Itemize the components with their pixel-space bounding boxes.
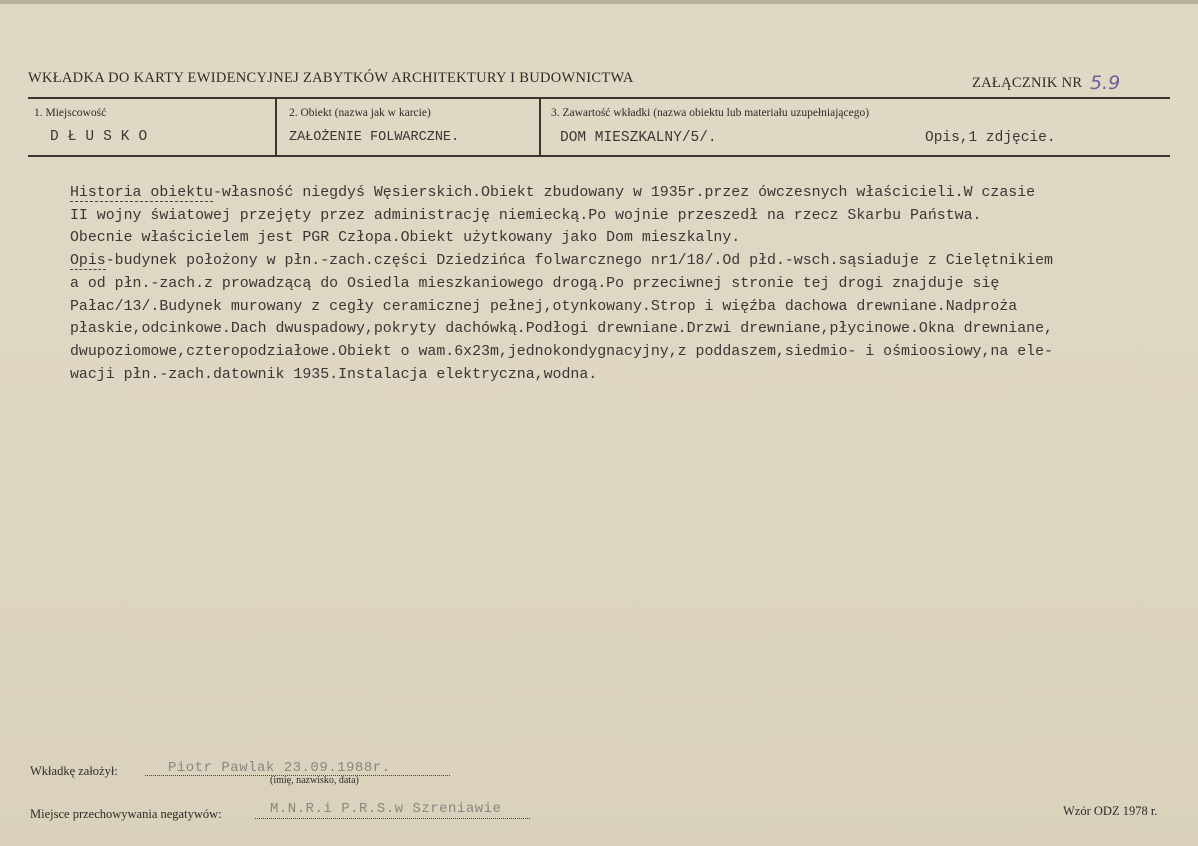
bottom-rule bbox=[28, 155, 1170, 157]
annex-label: ZAŁĄCZNIK NR bbox=[972, 75, 1083, 91]
body-line bbox=[70, 182, 1190, 205]
founder-hint: (imię, nazwisko, data) bbox=[270, 775, 359, 786]
form-model-number: Wzór ODZ 1978 r. bbox=[1063, 804, 1158, 818]
annex-handwritten-number: 5.9 bbox=[1089, 72, 1121, 94]
body-line: a od płn.-zach.z prowadzącą do Osiedla mieszkaniowego drogą.Po przeciwnej stronie tej drogi znajduje się bbox=[70, 275, 1000, 292]
column-divider-2 bbox=[539, 97, 541, 155]
body-line: II wojny światowej przejęty przez administrację niemiecką.Po wojnie przeszedł na rzecz Skarbu Państwa. bbox=[70, 207, 982, 224]
body-line: Pałac/13/.Budynek murowany z cegły ceramicznej pełnej,otynkowany.Strop i więźba dachowa drewniane.Nadproża bbox=[70, 298, 1018, 315]
card-top-edge bbox=[0, 0, 1198, 4]
description-text bbox=[70, 182, 1190, 386]
content-value: DOM MIESZKALNY/5/. bbox=[560, 130, 717, 146]
location-label: 1. Miejscowość bbox=[34, 107, 107, 119]
column-divider-1 bbox=[275, 97, 277, 155]
body-line: dwupoziomowe,czteropodziałowe.Obiekt o wam.6x23m,jednokondygnacyjny,z poddaszem,siedmio- i ośmioosiowy,na ele- bbox=[70, 343, 1053, 360]
location-value: DŁUSKO bbox=[50, 129, 157, 145]
storage-dotted-line bbox=[255, 818, 530, 819]
top-rule bbox=[28, 97, 1170, 99]
section-heading-history: Historia obiektu bbox=[70, 185, 213, 201]
object-value: ZAŁOŻENIE FOLWARCZNE. bbox=[289, 130, 460, 145]
founder-value: Piotr Pawlak 23.09.1988r. bbox=[168, 760, 391, 776]
body-line bbox=[70, 250, 1190, 273]
body-line: płaskie,odcinkowe.Dach dwuspadowy,pokryty dachówką.Podłogi drewniane.Drzwi drewniane,płycinowe.Okna drewniane, bbox=[70, 321, 1053, 338]
section-heading-description: Opis bbox=[70, 253, 106, 270]
founder-label: Wkładkę założył: bbox=[30, 764, 118, 778]
form-title: WKŁADKA DO KARTY EWIDENCYJNEJ ZABYTKÓW ARCHITEKTURY I BUDOWNICTWA bbox=[28, 70, 634, 86]
object-label: 2. Obiekt (nazwa jak w karcie) bbox=[289, 107, 431, 119]
body-line: Obecnie właścicielem jest PGR Człopa.Obiekt użytkowany jako Dom mieszkalny. bbox=[70, 230, 741, 247]
storage-label: Miejsce przechowywania negatywów: bbox=[30, 807, 222, 821]
body-line: wacji płn.-zach.datownik 1935.Instalacja elektryczna,wodna. bbox=[70, 366, 598, 383]
body-line-rest: -budynek położony w płn.-zach.części Dziedzińca folwarcznego nr1/18/.Od płd.-wsch.sąsiaduje z Cielętnikiem bbox=[105, 253, 1053, 270]
content-extra: Opis,1 zdjęcie. bbox=[925, 130, 1056, 146]
storage-value: M.N.R.i P.R.S.w Szreniawie bbox=[270, 801, 502, 817]
annex-number-field bbox=[972, 70, 1120, 92]
content-label: 3. Zawartość wkładki (nazwa obiektu lub materiału uzupełniającego) bbox=[551, 107, 870, 119]
body-line-rest: -własność niegdyś Węsierskich.Obiekt zbudowany w 1935r.przez ówczesnych właścicieli.W czasie bbox=[212, 185, 1036, 201]
